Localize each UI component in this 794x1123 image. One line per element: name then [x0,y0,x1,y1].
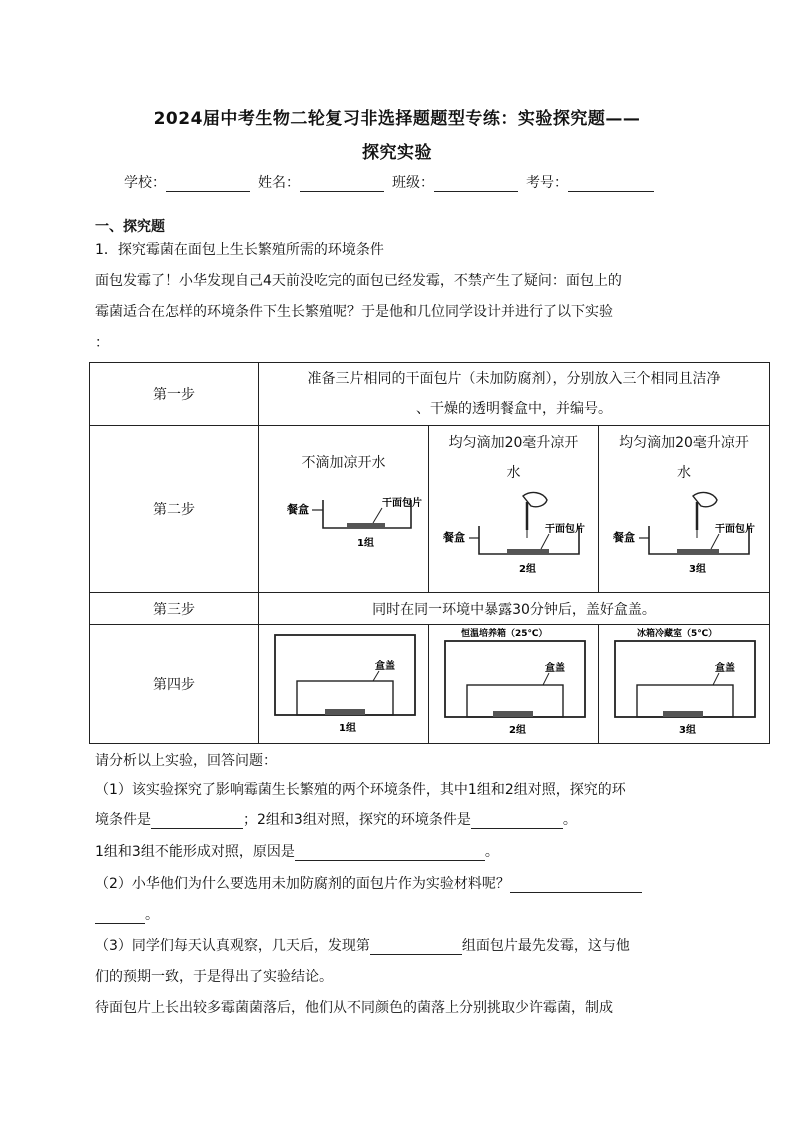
student-info-line [124,172,684,192]
step2-g2-caption-line1: 均匀滴加20毫升凉开 [448,435,579,451]
experiment-table [89,362,770,744]
q1-c-text2: 。 [484,844,499,860]
q1-c-text1: 1组和3组不能形成对照，原因是 [95,844,295,860]
continuation-line: 待面包片上长出较多霉菌菌落后，他们从不同颜色的菌落上分别挑取少许霉菌，制成 [95,1000,613,1016]
step1-text [259,363,770,426]
box-label: 餐盒 [286,503,309,516]
q1-blank-3[interactable] [295,846,485,861]
svg-text:餐盒: 餐盒 [613,531,635,544]
svg-text:餐盒: 餐盒 [442,531,465,544]
step2-group2-cell [429,426,599,593]
step3-text: 同时在同一环境中暴露30分钟后，盖好盒盖。 [259,593,770,625]
group3-dropper-figure [601,488,767,588]
svg-text:干面包片: 干面包片 [715,524,755,535]
step2-g1-caption: 不滴加凉开水 [301,455,386,471]
q1-line-c [95,841,499,861]
q1-line-a: （1）该实验探究了影响霉菌生长繁殖的两个环境条件，其中1组和2组对照，探究的环 [95,782,626,798]
name-label: 姓名： [258,175,300,191]
q3-a-text1: （3）同学们每天认真观察，几天后，发现第 [95,938,370,954]
step2-label: 第二步 [90,426,259,593]
q2-b-text: 。 [145,907,159,923]
bread-label: 干面包片 [381,498,422,509]
school-label: 学校： [124,175,166,191]
q2-line-a [95,873,642,893]
svg-text:盒盖: 盒盖 [715,663,735,674]
group2-dropper-figure [431,488,597,588]
step2-g3-caption [599,428,769,488]
step2-group1-cell [259,426,429,593]
group1-label: 1组 [356,538,374,549]
analysis-prompt: 请分析以上实验，回答问题： [95,753,277,769]
lid-label: 盒盖 [374,661,395,672]
table-row-step4 [90,625,770,744]
group2-label: 2组 [508,725,526,736]
class-label: 班级： [392,175,434,191]
q3-line-b: 们的预期一致，于是得出了实验结论。 [95,969,333,985]
q1-blank-2[interactable] [471,814,563,829]
exam-number-label: 考号： [526,175,568,191]
table-row-step1 [90,363,770,426]
step4-group1-cell [259,625,429,744]
group2-label: 2组 [518,564,536,575]
q1-line-b [95,809,577,829]
step3-label: 第三步 [90,593,259,625]
step1-label: 第一步 [90,363,259,426]
group3-fridge-figure [601,625,767,741]
q1-b-text1: 境条件是 [95,812,151,828]
page-title-line1: 2024届中考生物二轮复习非选择题题型专练：实验探究题—— [153,109,641,129]
step4-group2-cell [429,625,599,744]
step2-g2-caption [429,428,598,488]
name-blank[interactable] [300,177,384,192]
step1-text-line1: 准备三片相同的干面包片（未加防腐剂），分别放入三个相同且洁净 [307,371,721,387]
school-blank[interactable] [166,177,250,192]
q3-line-a [95,935,630,955]
intro-line-2: 霉菌适合在怎样的环境条件下生长繁殖呢？于是他和几位同学设计并进行了以下实验 [95,304,613,320]
page-title-line2: 探究实验 [362,143,432,163]
intro-line-1: 面包发霉了！小华发现自己4天前没吃完的面包已经发霉，不禁产生了疑问：面包上的 [95,273,622,289]
table-row-step2 [90,426,770,593]
section-heading: 一、探究题 [95,219,165,235]
q3-a-text2: 组面包片最先发霉，这与他 [461,938,630,954]
group1-storage-figure [261,625,427,741]
fridge-label: 冰箱冷藏室（5℃） [637,629,718,639]
incubator-label: 恒温培养箱（25℃） [460,629,547,639]
step4-label: 第四步 [90,625,259,744]
step2-group3-cell [599,426,770,593]
question-title: 1．探究霉菌在面包上生长繁殖所需的环境条件 [95,242,384,258]
group2-incubator-figure [431,625,597,741]
svg-text:盒盖: 盒盖 [544,663,565,674]
group3-label: 3组 [679,725,696,736]
table-row-step3 [90,593,770,625]
exam-number-blank[interactable] [568,177,654,192]
q2-line-b [95,904,159,924]
svg-text:干面包片: 干面包片 [544,524,585,535]
q2-a-text: （2）小华他们为什么要选用未加防腐剂的面包片作为实验材料呢？ [95,876,510,892]
class-blank[interactable] [434,177,518,192]
group1-label: 1组 [338,723,356,734]
q3-blank[interactable] [370,940,462,955]
intro-line-3: ： [95,335,109,351]
q1-b-text3: 。 [562,812,577,828]
step4-group3-cell [599,625,770,744]
q2-blank-1[interactable] [510,878,642,893]
step2-g3-caption-line1: 均匀滴加20毫升凉开 [619,435,749,451]
step2-g2-caption-line2: 水 [506,465,521,481]
q2-blank-2[interactable] [95,909,145,924]
q1-b-text2: ；2组和3组对照，探究的环境条件是 [243,812,471,828]
group1-setup-figure [261,472,427,562]
q1-blank-1[interactable] [151,814,243,829]
group3-label: 3组 [689,564,706,575]
step1-text-line2: 、干燥的透明餐盒中，并编号。 [416,401,612,417]
step2-g3-caption-line2: 水 [677,465,691,481]
